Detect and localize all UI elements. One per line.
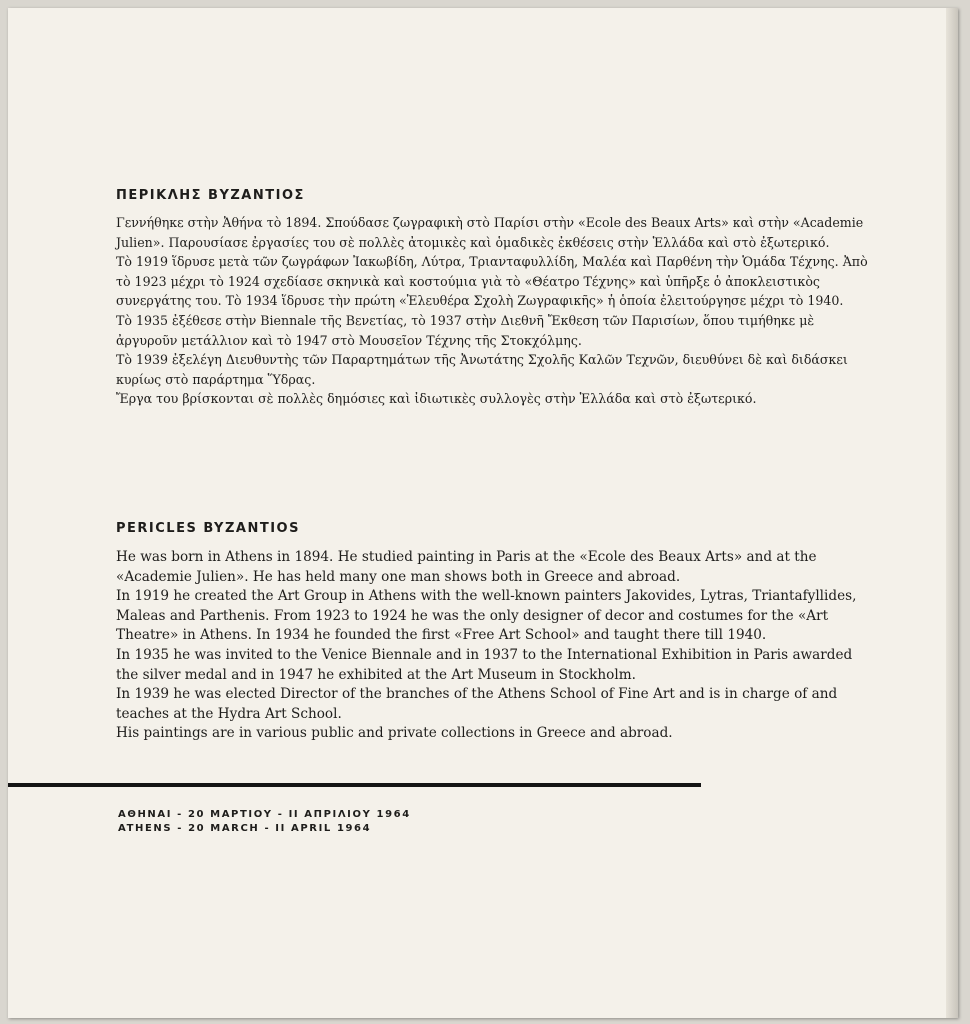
- english-dates: ATHENS - 20 MARCH - II APRIL 1964: [118, 823, 372, 834]
- english-paragraph: In 1939 he was elected Director of the branches of the Athens School of Fine Art and is in charge of and teaches at the Hydra Art School.: [116, 686, 838, 722]
- greek-paragraph: Τὸ 1939 ἐξελέγη Διευθυντὴς τῶν Παραρτημάτων τῆς Ἀνωτάτης Σχολῆς Καλῶν Τεχνῶν, διευθύνει δὲ καὶ διδάσκει κυρίως στὸ παράρτημα Ὕδρας.: [116, 352, 848, 387]
- greek-biography: [116, 188, 876, 409]
- greek-paragraph: Ἔργα του βρίσκονται σὲ πολλὲς δημόσιες καὶ ἰδιωτικὲς συλλογὲς στὴν Ἑλλάδα καὶ στὸ ἐξωτερικό.: [116, 391, 757, 407]
- divider-rule: [8, 783, 701, 787]
- greek-paragraph: Γεννήθηκε στὴν Ἀθήνα τὸ 1894. Σπούδασε ζωγραφικὴ στὸ Παρίσι στὴν «Ecole des Beaux Arts» καὶ στὴν «Academie Julien». Παρουσίασε ἐργασίες του σὲ πολλὲς ἀτομικὲς καὶ ὁμαδικὲς ἐκθέσεις στὴν Ἑλλάδα καὶ στὸ ἐξωτερικό.: [116, 215, 864, 250]
- page-edge: [946, 8, 958, 1018]
- english-body: [116, 548, 876, 744]
- english-biography: [116, 521, 876, 744]
- exhibition-dates: [118, 808, 411, 836]
- english-paragraph: His paintings are in various public and private collections in Greece and abroad.: [116, 725, 673, 742]
- document-page: [8, 8, 958, 1018]
- greek-dates: ΑΘΗΝΑΙ - 20 ΜΑΡΤΙΟΥ - ΙΙ ΑΠΡΙΛΙΟΥ 1964: [118, 809, 411, 820]
- greek-body: [116, 213, 876, 409]
- english-paragraph: In 1919 he created the Art Group in Athens with the well-known painters Jakovides, Lytras, Triantafyllides, Maleas and Parthenis. From 1923 to 1924 he was the only designer of decor and costumes for the «Art Theatre» in Athens. In 1934 he founded the first «Free Art School» and taught there till 1940.: [116, 588, 857, 644]
- english-paragraph: In 1935 he was invited to the Venice Biennale and in 1937 to the International Exhibition in Paris awarded the silver medal and in 1947 he exhibited at the Art Museum in Stockholm.: [116, 646, 853, 683]
- greek-paragraph: Τὸ 1935 ἐξέθεσε στὴν Biennale τῆς Βενετίας, τὸ 1937 στὴν Διεθνῆ Ἔκθεση τῶν Παρισίων, ὅπου τιμήθηκε μὲ ἀργυροῦν μετάλλιον καὶ τὸ 1947 στὸ Μουσεῖον Τέχνης τῆς Στοκχόλμης.: [116, 312, 815, 348]
- english-heading: PERICLES BYZANTIOS: [116, 521, 300, 536]
- english-paragraph: He was born in Athens in 1894. He studied painting in Paris at the «Ecole des Beaux Arts» and at the «Academie Julien». He has held many one man shows both in Greece and abroad.: [116, 549, 817, 585]
- greek-heading: ΠΕΡΙΚΛΗΣ ΒΥΖΑΝΤΙΟΣ: [116, 188, 305, 203]
- greek-paragraph: Τὸ 1919 ἵδρυσε μετὰ τῶν ζωγράφων Ἰακωβίδη, Λύτρα, Τριανταφυλλίδη, Μαλέα καὶ Παρθένη τὴν Ὁμάδα Τέχνης. Ἀπὸ τὸ 1923 μέχρι τὸ 1924 σχεδίασε σκηνικὰ καὶ κοστούμια γιὰ τὸ «Θέατρο Τέχνης» καὶ ὑπῆρξε ὁ ἀποκλειστικὸς συνεργάτης του. Τὸ 1934 ἵδρυσε τὴν πρώτη «Ἐλευθέρα Σχολὴ Ζωγραφικῆς» ἡ ὁποία ἐλειτούργησε μέχρι τὸ 1940.: [116, 254, 868, 309]
